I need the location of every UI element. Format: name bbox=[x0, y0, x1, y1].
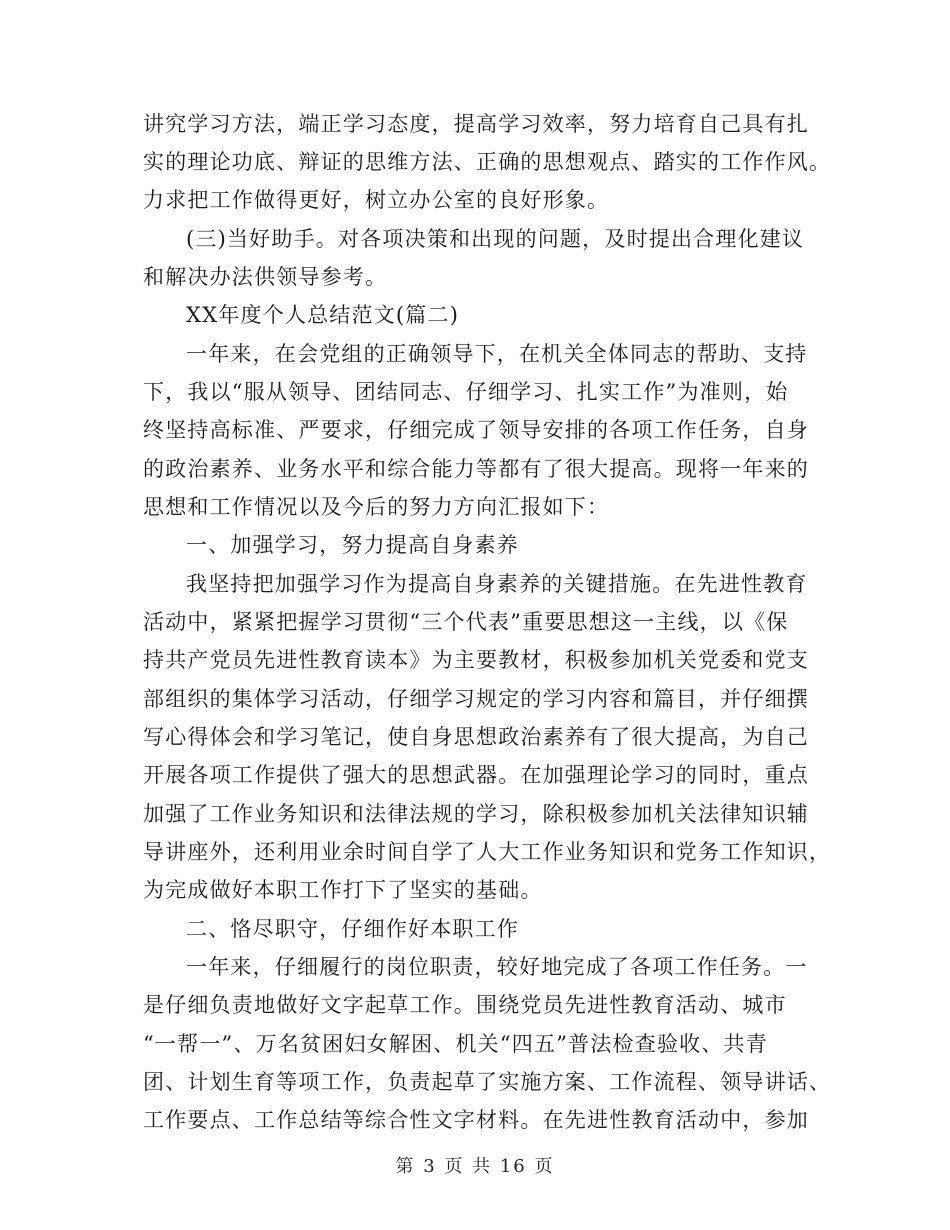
body-text-line: 工作要点、工作总结等综合性文字材料。在先进性教育活动中，参加 bbox=[143, 1108, 809, 1132]
page-number-footer: 第 3 页 共 16 页 bbox=[395, 1156, 555, 1177]
body-text-line: 我坚持把加强学习作为提高自身素养的关键措施。在先进性教育 bbox=[186, 572, 808, 596]
body-text-line: 加强了工作业务知识和法律法规的学习，除积极参加机关法律知识辅 bbox=[143, 802, 809, 826]
body-text-line: 思想和工作情况以及今后的努力方向汇报如下： bbox=[143, 495, 610, 519]
body-text-line: 一年来，仔细履行的岗位职责，较好地完成了各项工作任务。一 bbox=[186, 955, 808, 979]
body-text-line: 讲究学习方法，端正学习态度，提高学习效率，努力培育自己具有扎 bbox=[143, 112, 809, 136]
body-text-line: 为完成做好本职工作打下了坚实的基础。 bbox=[143, 878, 543, 902]
body-text-line: 力求把工作做得更好，树立办公室的良好形象。 bbox=[143, 188, 610, 212]
body-text-line: 一年来，在会党组的正确领导下，在机关全体同志的帮助、支持 bbox=[186, 342, 808, 366]
body-text-line: 是仔细负责地做好文字起草工作。围绕党员先进性教育活动、城市 bbox=[143, 993, 787, 1017]
body-text-line: 下，我以“服从领导、团结同志、仔细学习、扎实工作”为准则，始 bbox=[143, 380, 789, 404]
body-text-line: 团、计划生育等项工作，负责起草了实施方案、工作流程、领导讲话、 bbox=[143, 1070, 832, 1094]
body-text-line: 导讲座外，还利用业余时间自学了人大工作业务知识和党务工作知识， bbox=[143, 840, 832, 864]
body-text-line: 部组织的集体学习活动，仔细学习规定的学习内容和篇目，并仔细撰 bbox=[143, 687, 809, 711]
body-text-line: “一帮一”、万名贫困妇女解困、机关“四五”普法检查验收、共青 bbox=[143, 1032, 768, 1056]
body-text-line: 的政治素养、业务水平和综合能力等都有了很大提高。现将一年来的 bbox=[143, 457, 809, 481]
body-text-line: 实的理论功底、辩证的思维方法、正确的思想观点、踏实的工作作风。 bbox=[143, 150, 832, 174]
body-text-line: 持共产党员先进性教育读本》为主要教材，积极参加机关党委和党支 bbox=[143, 648, 809, 672]
section-heading: 二、恪尽职守，仔细作好本职工作 bbox=[186, 917, 519, 941]
body-text-line: 终坚持高标准、严要求，仔细完成了领导安排的各项工作任务，自身 bbox=[143, 418, 809, 442]
body-text-line: 写心得体会和学习笔记，使自身思想政治素养有了很大提高，为自己 bbox=[143, 725, 809, 749]
list-item-text: (三)当好助手。对各项决策和出现的问题，及时提出合理化建议 bbox=[186, 227, 805, 251]
body-text-line: 活动中，紧紧把握学习贯彻“三个代表”重要思想这一主线，以《保 bbox=[143, 610, 789, 634]
body-text-line: 和解决办法供领导参考。 bbox=[143, 265, 388, 289]
section-heading: 一、加强学习，努力提高自身素养 bbox=[186, 533, 519, 557]
body-text-line: 开展各项工作提供了强大的思想武器。在加强理论学习的同时，重点 bbox=[143, 763, 809, 787]
section-title: XX年度个人总结范文(篇二) bbox=[186, 303, 460, 327]
